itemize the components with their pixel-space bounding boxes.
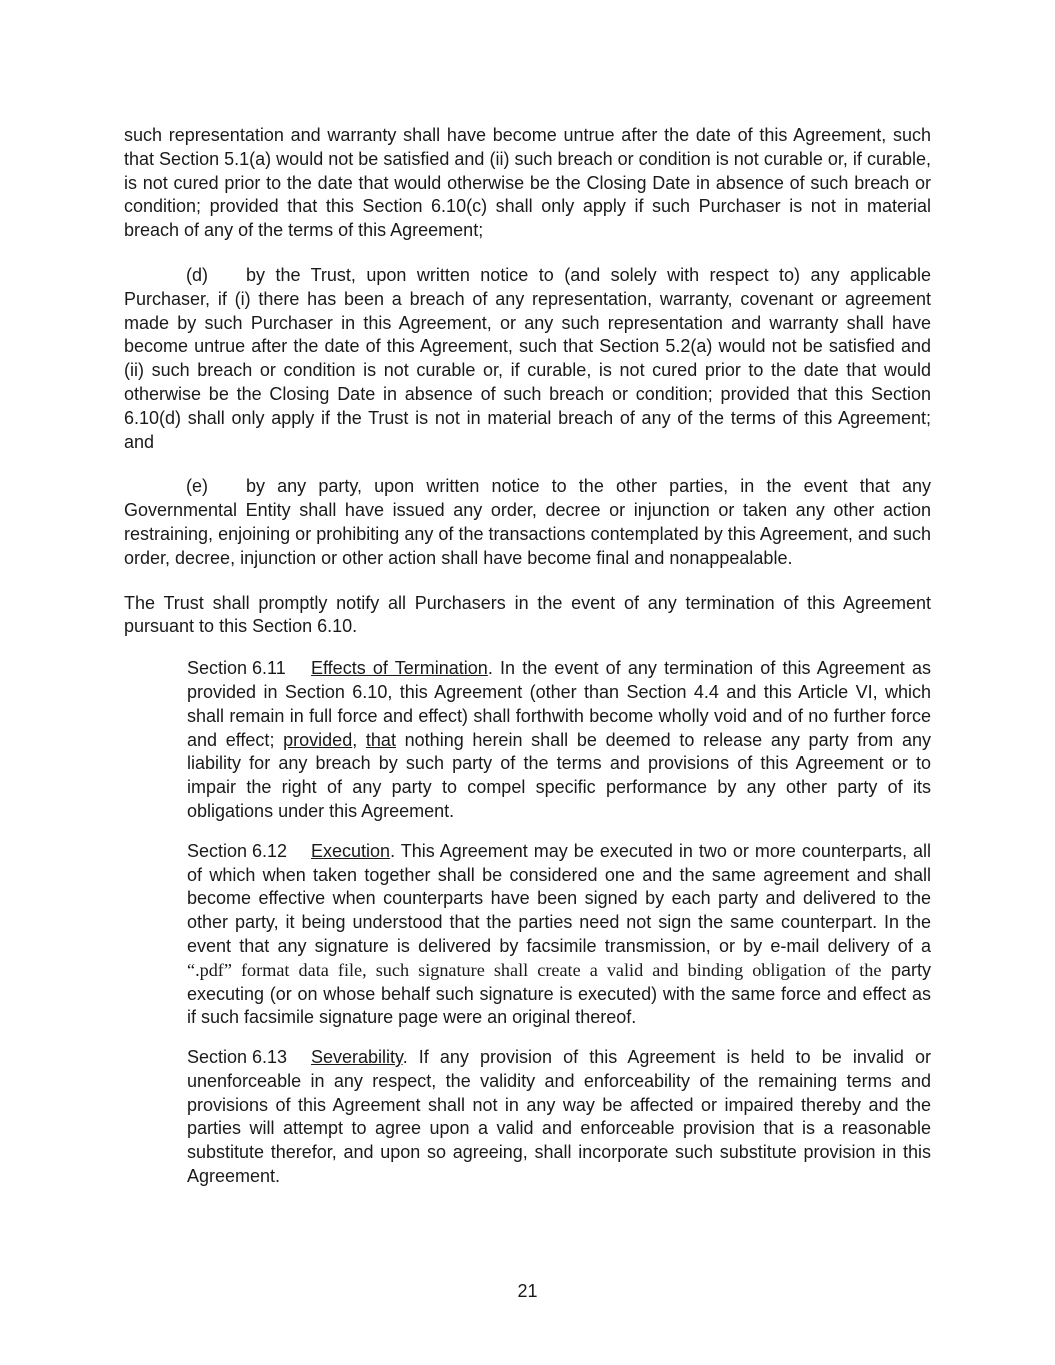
paragraph-d xyxy=(124,264,931,454)
section-6-12-serif-text: “.pdf” format data file, such signature shall create a valid and binding obligation of the xyxy=(187,959,882,980)
section-6-11-text-after: nothing herein shall be deemed to release any party from any liability for any breach by such party of the terms and provisions of this Agreement or to impair the right of any party to compel specific performance by any other party of its obligations under this Agreement. xyxy=(187,729,932,821)
paragraph-e-label: (e) xyxy=(186,476,208,497)
section-6-12-title: Execution xyxy=(311,840,391,861)
section-6-12-number: Section 6.12 xyxy=(187,840,288,861)
section-6-13-number: Section 6.13 xyxy=(187,1047,288,1068)
paragraph-d-text: by the Trust, upon written notice to (and solely with respect to) any applicable Purchaser, if (i) there has been a breach of any representation, warranty, covenant or agreement made by such Purchaser in this Agreement, or any such representation and warranty shall have become untrue after the date of this Agreement, such that Section 5.2(a) would not be satisfied and (ii) such breach or condition is not curable or, if curable, is not cured prior to the date that would otherwise be the Closing Date in absence of such breach or condition; provided that this Section 6.10(d) shall only apply if the Trust is not in material breach of any of the terms of this Agreement; and xyxy=(124,264,931,452)
section-6-12 xyxy=(187,840,931,1030)
that-term: that xyxy=(365,729,396,750)
section-6-12-text-after: party executing (or on whose behalf such signature is executed) with the same force and effect as if such facsimile signature page were an original thereof. xyxy=(187,959,931,1028)
provided-term: provided xyxy=(283,729,353,750)
section-6-11 xyxy=(187,657,931,824)
section-6-13-text: . If any provision of this Agreement is held to be invalid or unenforceable in any respect, the validity and enforceability of the remaining terms and provisions of this Agreement shall not in any way be affected or impaired thereby and the parties will attempt to agree upon a valid and enforceable provision that is a reasonable substitute therefor, and upon so agreeing, shall incorporate such substitute provision in this Agreement. xyxy=(187,1047,931,1187)
provided-comma: , xyxy=(352,729,366,750)
section-6-11-title: Effects of Termination xyxy=(311,658,488,679)
paragraph-d-label: (d) xyxy=(186,264,208,285)
document-page xyxy=(124,124,931,1205)
page-number: 21 xyxy=(517,1281,538,1301)
paragraph-c-continuation: such representation and warranty shall have become untrue after the date of this Agreement, such that Section 5.1(a) would not be satisfied and (ii) such breach or condition is not curable or, if curable, is not cured prior to the date that would otherwise be the Closing Date in absence of such breach or condition; provided that this Section 6.10(c) shall only apply if such Purchaser is not in material breach of any of the terms of this Agreement; xyxy=(124,125,931,241)
section-6-12-text-before: . This Agreement may be executed in two or more counterparts, all of which when taken together shall be considered one and the same agreement and shall become effective when counterparts have been signed by each party and delivered to the other party, it being understood that the parties need not sign the same counterpart. In the event that any signature is delivered by facsimile transmission, or by e-mail delivery of a xyxy=(187,840,931,956)
section-6-11-number: Section 6.11 xyxy=(187,658,286,679)
section-6-13 xyxy=(187,1046,931,1189)
paragraph-e xyxy=(124,475,931,570)
termination-notice-paragraph: The Trust shall promptly notify all Purchasers in the event of any termination of this Agreement pursuant to this Section 6.10. xyxy=(124,592,931,637)
section-6-13-title: Severability xyxy=(311,1047,403,1068)
paragraph-e-text: by any party, upon written notice to the other parties, in the event that any Governmental Entity shall have issued any order, decree or injunction or taken any other action restraining, enjoining or prohibiting any of the transactions contemplated by this Agreement, and such order, decree, injunction or other action shall have become final and nonappealable. xyxy=(124,476,931,568)
section-6-11-text-before: . In the event of any termination of this Agreement as provided in Section 6.10, this Agreement (other than Section 4.4 and this Article VI, which shall remain in full force and effect) shall forthwith become wholly void and of no further force and effect; xyxy=(187,658,931,750)
